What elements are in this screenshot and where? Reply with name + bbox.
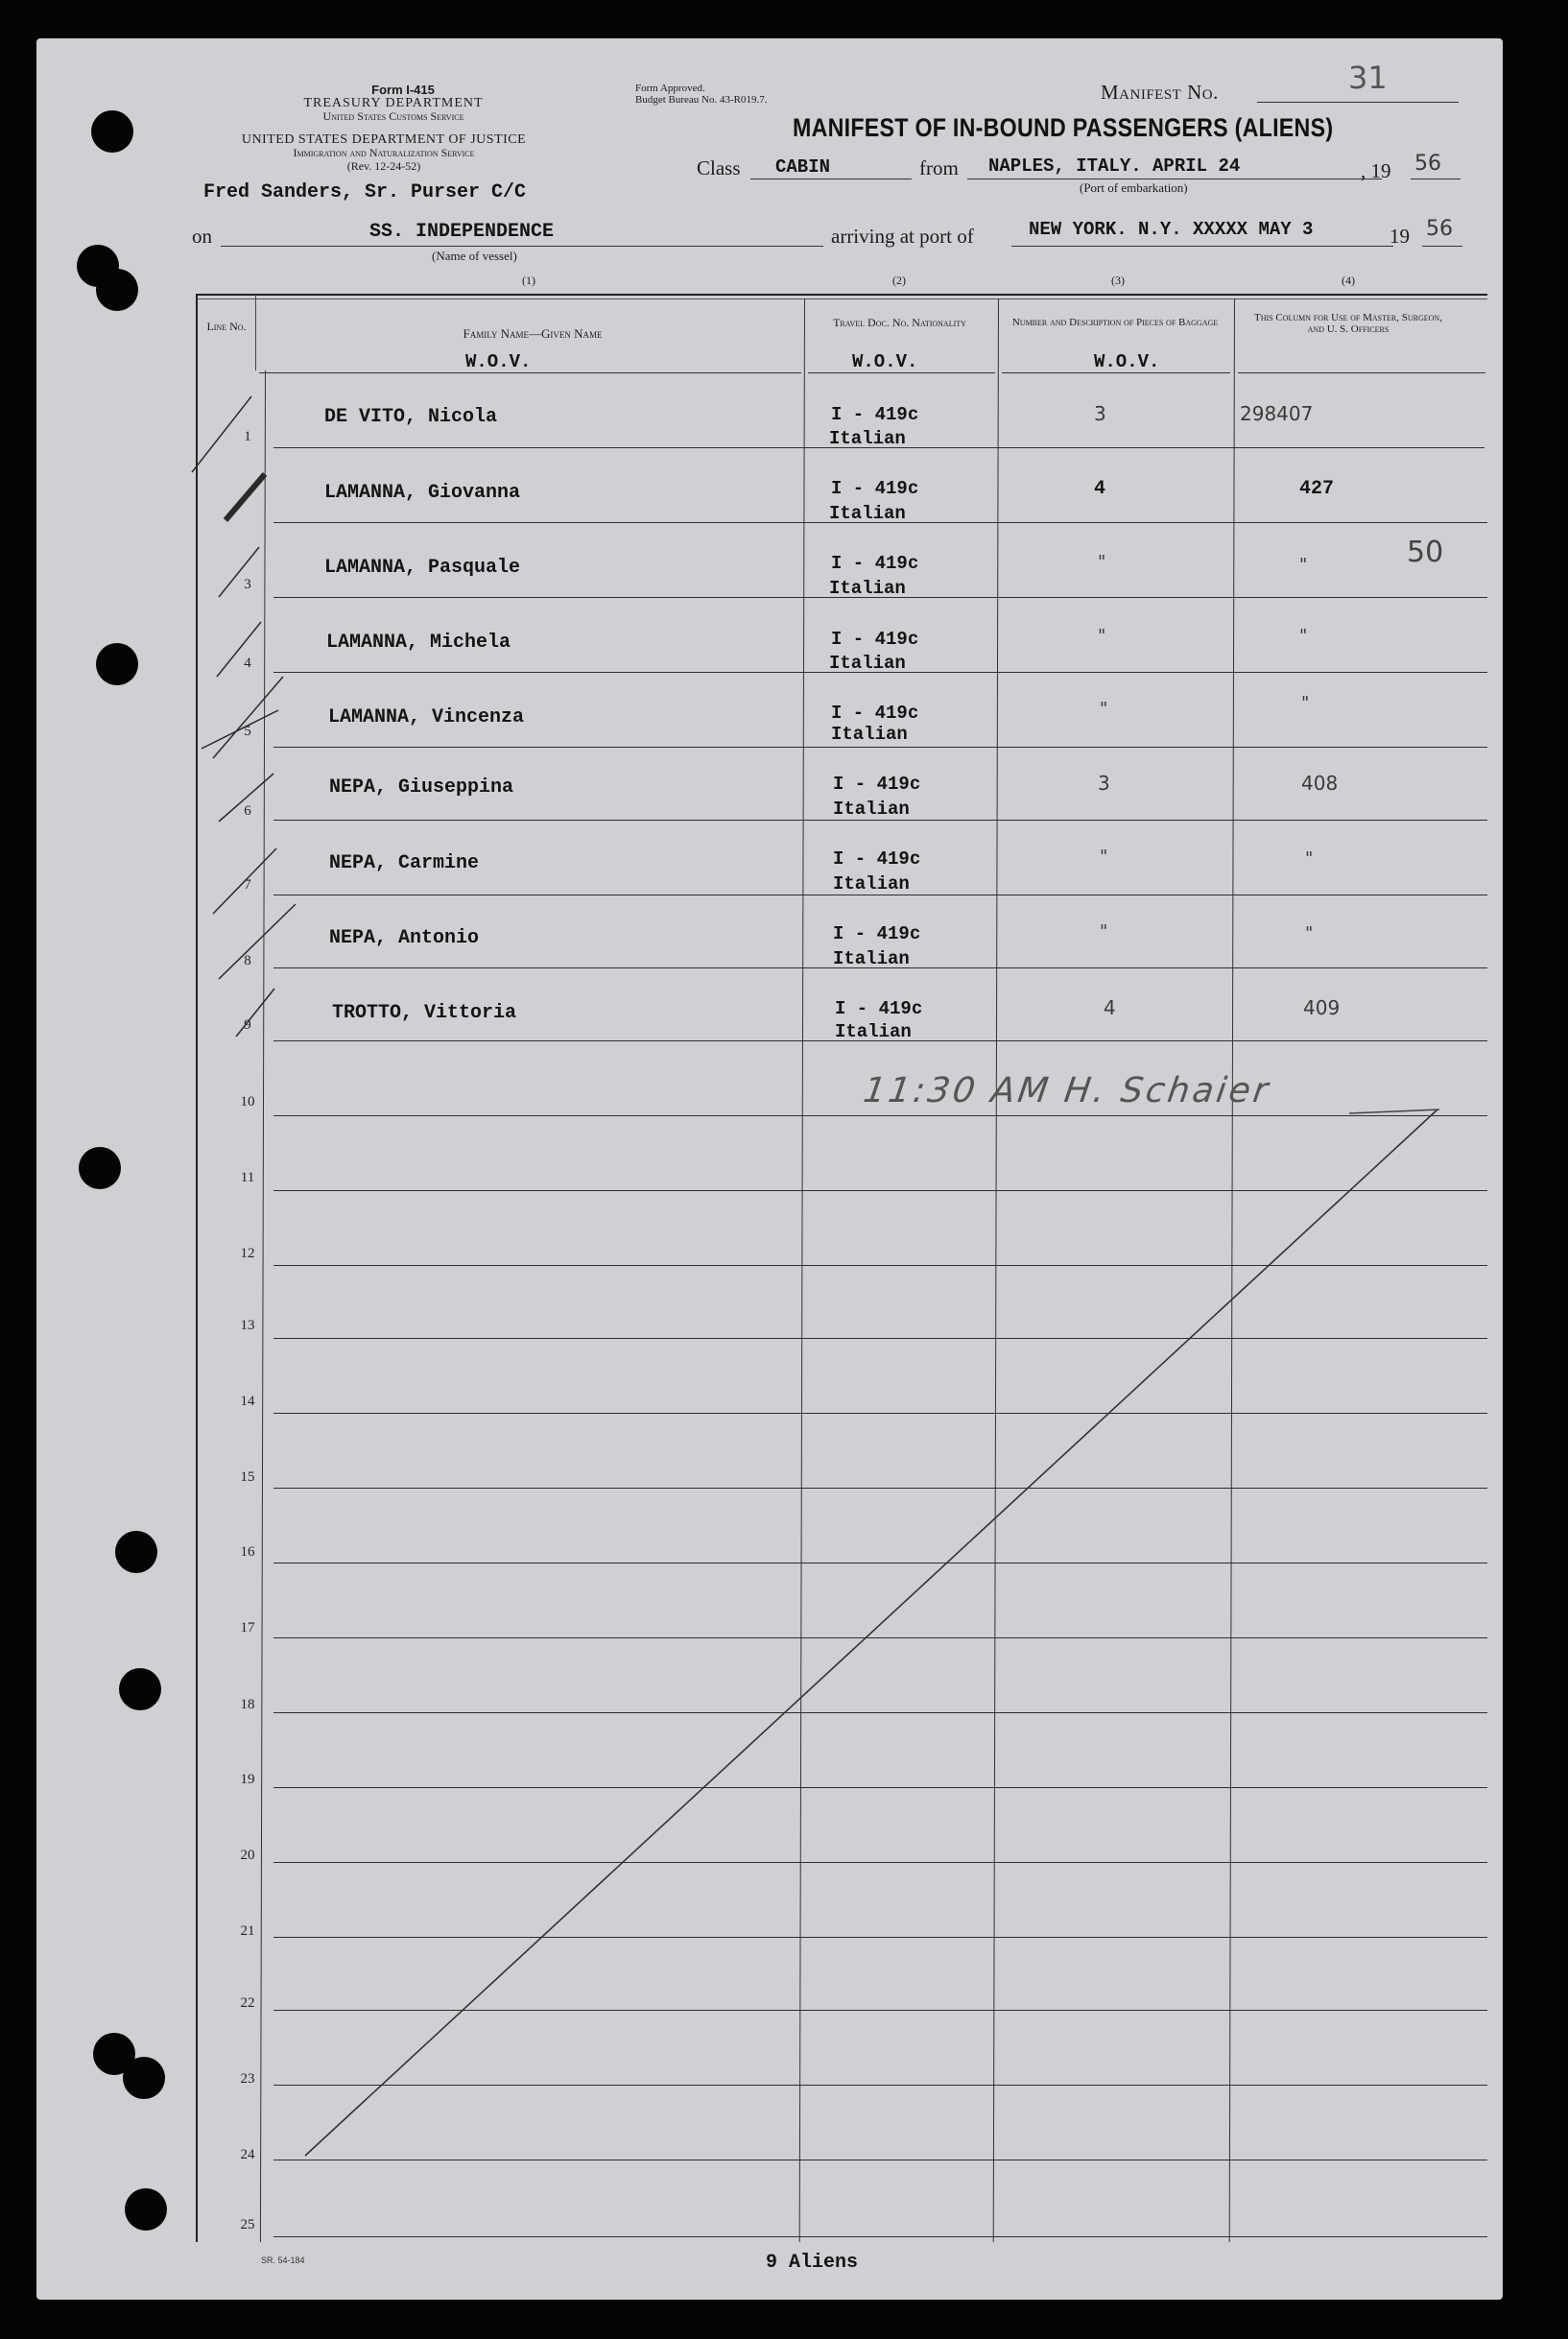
check-mark (202, 710, 278, 749)
manifest-title: MANIFEST OF IN-BOUND PASSENGERS (ALIENS) (793, 113, 1334, 142)
line-number: 8 (244, 953, 251, 968)
signature-tail (1349, 1110, 1439, 1113)
travel-doc: I - 419c (831, 553, 919, 574)
customs-service: United States Customs Service (322, 109, 464, 123)
check-mark (219, 904, 296, 979)
line-number: 21 (240, 1923, 255, 1939)
header-baggage: Number and Description of Pieces of Baggage (1011, 317, 1219, 328)
line-number: 14 (240, 1394, 255, 1409)
passenger-name: NEPA, Antonio (329, 927, 480, 949)
line-number: 17 (240, 1620, 255, 1635)
class-label: Class (697, 156, 741, 179)
vessel-name: SS. INDEPENDENCE (369, 221, 555, 243)
port-of-embarkation: NAPLES, ITALY. APRIL 24 (988, 155, 1241, 177)
line-number: 23 (240, 2071, 255, 2087)
nationality: Italian (829, 428, 906, 449)
officer-entry: 427 (1299, 478, 1335, 500)
header-travel-doc: Travel Doc. No. Nationality (833, 316, 966, 329)
baggage-count: " (1098, 552, 1106, 572)
line-number: 7 (244, 877, 251, 893)
baggage-count: " (1098, 626, 1106, 646)
travel-doc: I - 419c (831, 478, 919, 499)
manifest-no-label: Manifest No. (1101, 81, 1219, 104)
baggage-count: " (1100, 847, 1108, 867)
line-number: 4 (244, 656, 251, 671)
travel-doc: I - 419c (833, 774, 921, 795)
check-mark (226, 474, 265, 520)
line-number: 1 (244, 429, 251, 444)
line-number: 18 (240, 1697, 255, 1712)
baggage-count: 3 (1094, 402, 1106, 425)
port-caption: (Port of embarkation) (1080, 180, 1188, 195)
officer-entry: 409 (1303, 996, 1341, 1019)
on-label: on (192, 225, 212, 248)
wov-travel: W.O.V. (852, 351, 918, 372)
manifest-number: 31 (1348, 60, 1388, 96)
line-number: 10 (240, 1094, 255, 1110)
officer-entry: " (1305, 848, 1314, 869)
check-mark (192, 396, 251, 472)
passenger-name: LAMANNA, Michela (326, 632, 511, 654)
officer-entry: " (1299, 555, 1308, 575)
officer-entry: 408 (1301, 772, 1339, 795)
line-number: 16 (240, 1544, 255, 1560)
nationality: Italian (829, 503, 906, 524)
margin-note: 50 (1407, 536, 1444, 569)
travel-doc: I - 419c (831, 703, 919, 724)
nationality: Italian (829, 578, 906, 599)
vessel-caption: (Name of vessel) (432, 249, 517, 263)
check-marks (192, 396, 296, 1037)
arriving-label: arriving at port of (831, 225, 974, 248)
total-aliens: 9 Aliens (766, 2252, 859, 2274)
nationality: Italian (831, 724, 908, 745)
line-number: 22 (240, 1995, 255, 2011)
nationality: Italian (829, 653, 906, 674)
header-officers: This Column for Use of Master, Surgeon, and U. S. Officers (1254, 312, 1442, 335)
passenger-name: DE VITO, Nicola (324, 406, 498, 428)
line-number: 6 (244, 803, 251, 819)
check-mark (236, 989, 274, 1037)
wov-name: W.O.V. (465, 351, 532, 372)
line-number: 20 (240, 1848, 255, 1863)
line-number: 3 (244, 577, 251, 592)
nationality: Italian (833, 948, 910, 969)
revision-date: (Rev. 12-24-52) (346, 159, 421, 173)
officer-entry: " (1301, 693, 1310, 713)
column-number-4: (4) (1342, 274, 1355, 287)
passenger-name: LAMANNA, Pasquale (324, 557, 521, 579)
travel-doc: I - 419c (833, 923, 921, 944)
check-mark (213, 848, 276, 914)
travel-doc: I - 419c (831, 404, 919, 425)
nationality: Italian (833, 873, 910, 895)
check-mark (217, 622, 261, 677)
nationality: Italian (833, 799, 910, 820)
travel-doc: I - 419c (831, 629, 919, 650)
justice-department: UNITED STATES DEPARTMENT OF JUSTICE (241, 132, 527, 147)
header-name: Family Name—Given Name (463, 326, 603, 341)
arrival-port: NEW YORK. N.Y. XXXXX MAY 3 (1029, 219, 1314, 240)
passenger-name: TROTTO, Vittoria (332, 1002, 517, 1024)
department-name: TREASURY DEPARTMENT (303, 96, 484, 110)
passenger-name: NEPA, Giuseppina (329, 776, 514, 799)
check-mark (213, 677, 283, 758)
baggage-count: 3 (1098, 772, 1110, 795)
nationality: Italian (835, 1021, 912, 1042)
budget-bureau: Budget Bureau No. 43-R019.7. (635, 94, 768, 106)
cancel-diagonal-line (305, 1110, 1437, 2156)
baggage-count: 4 (1094, 478, 1106, 500)
year-prefix: , 19 (1361, 159, 1391, 182)
line-number: 15 (240, 1469, 255, 1485)
travel-doc: I - 419c (833, 848, 921, 870)
column-number-2: (2) (892, 274, 906, 287)
line-number: 13 (240, 1318, 255, 1333)
ins-name: Immigration and Naturalization Service (293, 146, 475, 159)
line-number: 9 (244, 1017, 251, 1033)
officer-entry: " (1305, 923, 1314, 943)
form-approved: Form Approved. (635, 83, 705, 94)
line-number: 24 (240, 2147, 255, 2162)
officer-entry: 298407 (1240, 402, 1314, 425)
header-line-no: Line No. (206, 320, 247, 333)
officer-entry: " (1299, 626, 1308, 646)
year-prefix-2: 19 (1390, 225, 1410, 248)
embark-year: 56 (1414, 152, 1441, 176)
baggage-count: " (1100, 921, 1108, 942)
column-number-1: (1) (522, 274, 535, 287)
line-number: 5 (244, 724, 251, 739)
class-value: CABIN (775, 156, 831, 178)
form-code: SR. 54-184 (261, 2255, 305, 2265)
line-number: 11 (240, 1170, 255, 1185)
check-mark (219, 547, 259, 597)
form-number: Form I-415 (371, 83, 435, 97)
line-number: 19 (240, 1772, 255, 1787)
passenger-name: LAMANNA, Vincenza (328, 706, 525, 728)
baggage-count: " (1100, 699, 1108, 719)
column-number-3: (3) (1111, 274, 1125, 287)
line-number: 12 (240, 1246, 255, 1261)
wov-baggage: W.O.V. (1094, 351, 1160, 372)
check-mark (219, 774, 273, 822)
from-label: from (919, 156, 959, 179)
purser-name: Fred Sanders, Sr. Purser C/C (203, 181, 527, 203)
arrival-year: 56 (1426, 217, 1453, 241)
passenger-name: LAMANNA, Giovanna (324, 482, 521, 504)
passenger-name: NEPA, Carmine (329, 852, 480, 874)
line-number: 25 (240, 2217, 255, 2232)
baggage-count: 4 (1104, 996, 1116, 1019)
travel-doc: I - 419c (835, 998, 923, 1019)
handwritten-time-signature: 11:30 AM H. Schaier (861, 1071, 1273, 1110)
